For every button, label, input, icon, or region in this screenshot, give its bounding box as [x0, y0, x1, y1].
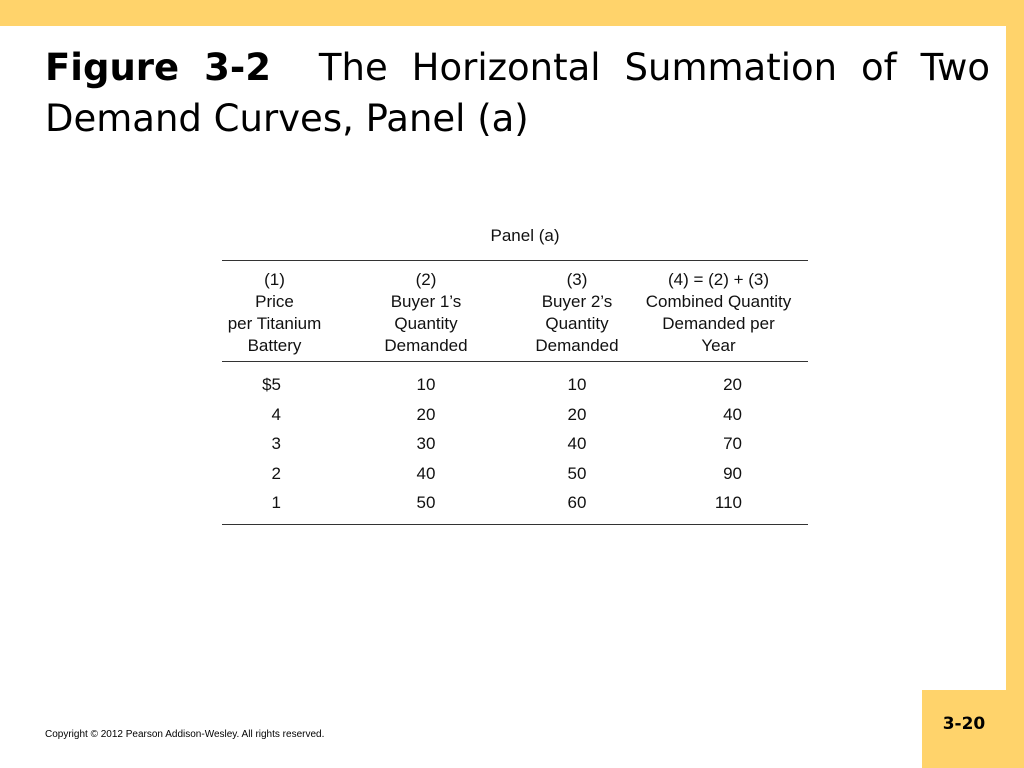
table-row: [222, 400, 808, 430]
demand-table: [222, 260, 808, 525]
header-line: Price: [255, 292, 294, 311]
header-line: Battery: [247, 336, 302, 355]
combined-quantity-cell: 40: [723, 404, 742, 424]
header-line: Demanded: [384, 336, 468, 355]
header-buyer1: [327, 261, 525, 362]
header-line: Demanded: [535, 336, 619, 355]
table-row: [222, 488, 808, 524]
combined-quantity-cell: 90: [723, 463, 742, 483]
price-cell: 3: [271, 434, 281, 454]
header-line: Buyer 1’s: [390, 292, 462, 311]
price-cell: $5: [262, 375, 281, 394]
header-line: Year: [701, 336, 736, 355]
header-line: Quantity: [394, 314, 458, 333]
buyer1-quantity-cell: 50: [327, 488, 525, 524]
price-cell: 2: [271, 463, 281, 483]
buyer1-quantity-cell: 10: [416, 375, 436, 394]
buyer1-quantity-cell: 20: [416, 404, 436, 424]
combined-quantity-cell: 110: [629, 488, 808, 524]
page-number: 3-20: [942, 714, 986, 734]
header-combined: [629, 261, 808, 362]
table-row: [222, 429, 808, 459]
table-row: [222, 459, 808, 489]
header-line: Demanded per: [662, 314, 775, 333]
header-line: Buyer 2’s: [541, 292, 613, 311]
table-caption: Panel (a): [490, 226, 560, 245]
header-line: Quantity: [545, 314, 609, 333]
buyer2-quantity-cell: 20: [567, 404, 587, 424]
buyer2-quantity-cell: 60: [525, 488, 629, 524]
header-line: Combined Quantity: [645, 292, 792, 311]
header-buyer2: [525, 261, 629, 362]
combined-quantity-cell: 70: [723, 434, 742, 454]
slide-right-border: [1006, 0, 1024, 768]
header-price: [222, 261, 327, 362]
header-line: (1): [264, 270, 285, 289]
buyer2-quantity-cell: 50: [567, 463, 587, 483]
copyright-notice: Copyright © 2012 Pearson Addison-Wesley. All rights reserved.: [45, 729, 325, 740]
combined-quantity-cell: 20: [723, 375, 742, 394]
header-line: (4) = (2) + (3): [667, 270, 770, 289]
buyer2-quantity-cell: 40: [567, 434, 587, 454]
buyer2-quantity-cell: 10: [567, 375, 587, 394]
slide-top-border: [0, 0, 1024, 26]
header-line: per Titanium: [227, 314, 322, 333]
header-line: (2): [415, 270, 437, 289]
figure-label: Figure 3-2: [45, 46, 272, 89]
title-text: The Horizontal Summation of Two Demand Curves, Panel (a): [45, 46, 990, 140]
buyer1-quantity-cell: 30: [416, 434, 436, 454]
table-header-row: [222, 261, 808, 362]
header-line: (3): [566, 270, 588, 289]
buyer1-quantity-cell: 40: [416, 463, 436, 483]
table-row: [222, 362, 808, 400]
price-cell: 4: [271, 404, 281, 424]
price-cell: 1: [222, 488, 327, 524]
slide-title: [45, 42, 990, 144]
